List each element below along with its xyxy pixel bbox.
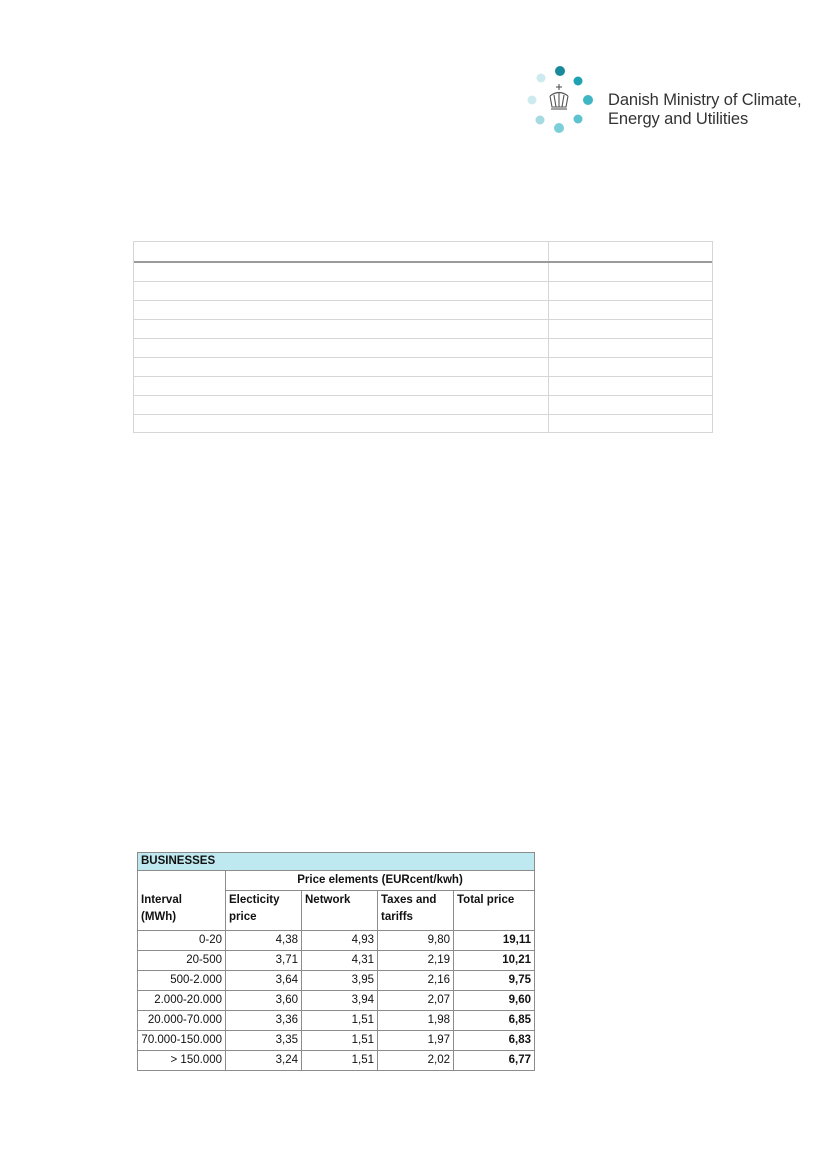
taxes-tariffs-cell: 2,07: [378, 991, 454, 1011]
interval-cell: 20-500: [138, 951, 226, 971]
table-row: [134, 263, 712, 282]
interval-cell: 2.000-20.000: [138, 991, 226, 1011]
total-price-cell: 6,83: [454, 1031, 535, 1051]
total-price-cell: 9,60: [454, 991, 535, 1011]
network-cell: 4,93: [302, 931, 378, 951]
table-row: [134, 339, 712, 358]
table-title: BUSINESSES: [138, 853, 535, 871]
interval-header: [138, 891, 226, 931]
network-cell: 1,51: [302, 1011, 378, 1031]
electricity-price-cell: 3,35: [226, 1031, 302, 1051]
ministry-name: [608, 91, 802, 129]
table-header-row: [134, 242, 712, 263]
taxes-header-line2: tariffs: [381, 911, 413, 923]
taxes-header: [378, 891, 454, 931]
electricity-price-cell: 3,24: [226, 1051, 302, 1071]
taxes-header-line1: Taxes and: [381, 894, 437, 906]
price-elements-header: Price elements (EURcent/kwh): [226, 871, 535, 891]
interval-cell: 70.000-150.000: [138, 1031, 226, 1051]
total-price-header: Total price: [454, 891, 535, 931]
interval-header-line1: Interval: [141, 893, 182, 906]
network-header: Network: [302, 891, 378, 931]
table-row: [138, 1011, 535, 1031]
businesses-table-body: [138, 931, 535, 1071]
table-row: [138, 1031, 535, 1051]
businesses-price-table: [137, 852, 534, 1071]
network-cell: 1,51: [302, 1051, 378, 1071]
table-row: [134, 358, 712, 377]
interval-cell: 500-2.000: [138, 971, 226, 991]
interval-cell: 20.000-70.000: [138, 1011, 226, 1031]
network-cell: 3,94: [302, 991, 378, 1011]
interval-cell: > 150.000: [138, 1051, 226, 1071]
table-row: [138, 1051, 535, 1071]
interval-cell: 0-20: [138, 931, 226, 951]
network-cell: 4,31: [302, 951, 378, 971]
electricity-header-line1: Electicity: [229, 894, 280, 906]
table-row: [138, 971, 535, 991]
table-row: [134, 282, 712, 301]
empty-header-cell: [138, 871, 226, 891]
taxes-tariffs-cell: 1,97: [378, 1031, 454, 1051]
taxes-tariffs-cell: 1,98: [378, 1011, 454, 1031]
electricity-header: [226, 891, 302, 931]
taxes-tariffs-cell: 2,16: [378, 971, 454, 991]
electricity-price-cell: 4,38: [226, 931, 302, 951]
interval-header-line2: (MWh): [141, 910, 177, 923]
network-cell: 3,95: [302, 971, 378, 991]
taxes-tariffs-cell: 2,19: [378, 951, 454, 971]
table-row: [134, 301, 712, 320]
table-row: [138, 991, 535, 1011]
ministry-name-line1: Danish Ministry of Climate,: [608, 91, 802, 109]
table-row: [138, 931, 535, 951]
table-row: [134, 377, 712, 396]
electricity-price-cell: 3,64: [226, 971, 302, 991]
table-row: [134, 396, 712, 415]
total-price-cell: 19,11: [454, 931, 535, 951]
crown-dots-emblem-icon: [522, 62, 608, 142]
electricity-price-cell: 3,71: [226, 951, 302, 971]
electricity-price-cell: 3,36: [226, 1011, 302, 1031]
taxes-tariffs-cell: 9,80: [378, 931, 454, 951]
taxes-tariffs-cell: 2,02: [378, 1051, 454, 1071]
network-cell: 1,51: [302, 1031, 378, 1051]
table-row: [138, 951, 535, 971]
total-price-cell: 10,21: [454, 951, 535, 971]
total-price-cell: 9,75: [454, 971, 535, 991]
empty-table: [133, 241, 713, 433]
table-row: [134, 320, 712, 339]
total-price-cell: 6,85: [454, 1011, 535, 1031]
electricity-header-line2: price: [229, 911, 257, 923]
ministry-logo: [522, 62, 812, 142]
ministry-name-line2: Energy and Utilities: [608, 110, 749, 128]
total-price-cell: 6,77: [454, 1051, 535, 1071]
electricity-price-cell: 3,60: [226, 991, 302, 1011]
